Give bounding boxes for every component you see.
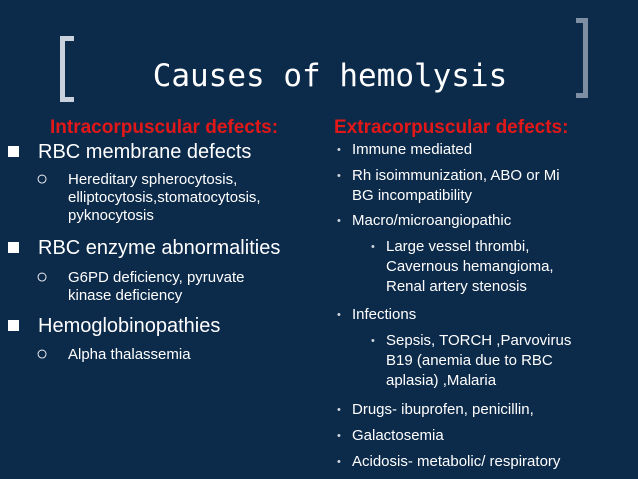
right-item-line: Large vessel thrombi, bbox=[386, 238, 530, 255]
right-item-line: Renal artery stenosis bbox=[386, 278, 527, 295]
right-item-line: Infections bbox=[352, 306, 417, 323]
dot-bullet-icon: • bbox=[337, 215, 341, 227]
dot-bullet-icon: • bbox=[337, 456, 341, 468]
dot-bullet-icon: • bbox=[337, 404, 341, 416]
left-item bbox=[38, 237, 280, 260]
right-subitem bbox=[371, 237, 554, 297]
right-item-line: Macro/microangiopathic bbox=[352, 212, 512, 229]
right-item-line: Immune mediated bbox=[352, 141, 473, 158]
dot-bullet-icon: • bbox=[371, 335, 375, 347]
circle-bullet-icon: ○ bbox=[36, 168, 49, 190]
intracorpuscular-heading: Intracorpuscular defects: bbox=[50, 117, 279, 138]
right-item bbox=[337, 426, 444, 446]
right-bracket-decoration bbox=[576, 18, 588, 98]
left-item bbox=[38, 141, 251, 164]
dot-bullet-icon: • bbox=[337, 144, 341, 156]
right-item-line: Cavernous hemangioma, bbox=[386, 258, 554, 275]
right-item-line: Drugs- ibuprofen, penicillin, bbox=[352, 401, 534, 418]
right-item-line: B19 (anemia due to RBC bbox=[386, 352, 553, 369]
right-item-line: Acidosis- metabolic/ respiratory bbox=[352, 453, 561, 470]
right-item bbox=[337, 140, 473, 160]
circle-bullet-icon: ○ bbox=[36, 343, 49, 365]
right-item-line: Rh isoimmunization, ABO or Mi bbox=[352, 167, 560, 184]
right-item bbox=[337, 400, 534, 420]
right-item-line: Galactosemia bbox=[352, 427, 444, 444]
left-subitem-line: Alpha thalassemia bbox=[68, 346, 191, 363]
left-subitem bbox=[36, 168, 261, 225]
circle-bullet-icon: ○ bbox=[36, 266, 49, 288]
square-bullet-icon bbox=[8, 320, 19, 331]
left-subitem-line: pyknocytosis bbox=[68, 207, 154, 224]
left-item-label: RBC enzyme abnormalities bbox=[38, 237, 281, 259]
right-item bbox=[337, 211, 512, 231]
right-subitem bbox=[371, 331, 572, 391]
square-bullet-icon bbox=[8, 242, 19, 253]
square-bullet-icon bbox=[8, 146, 19, 157]
right-item bbox=[337, 305, 417, 325]
left-subitem-line: G6PD deficiency, pyruvate bbox=[68, 269, 245, 286]
right-item-line: Sepsis, TORCH ,Parvovirus bbox=[386, 332, 572, 349]
left-subitem bbox=[36, 343, 191, 365]
right-item bbox=[337, 452, 561, 472]
left-subitem bbox=[36, 266, 245, 305]
left-subitem-line: elliptocytosis,stomatocytosis, bbox=[68, 189, 261, 206]
dot-bullet-icon: • bbox=[337, 430, 341, 442]
extracorpuscular-heading: Extracorpuscular defects: bbox=[334, 117, 569, 138]
right-item bbox=[337, 166, 560, 206]
right-item-line: BG incompatibility bbox=[352, 187, 473, 204]
right-item-line: aplasia) ,Malaria bbox=[386, 372, 497, 389]
dot-bullet-icon: • bbox=[337, 170, 341, 182]
left-bracket-decoration bbox=[60, 36, 74, 102]
slide-title: Causes of hemolysis bbox=[152, 58, 508, 94]
dot-bullet-icon: • bbox=[337, 309, 341, 321]
left-item-label: RBC membrane defects bbox=[38, 141, 252, 163]
left-subitem-line: kinase deficiency bbox=[68, 287, 183, 304]
left-item-label: Hemoglobinopathies bbox=[38, 315, 221, 337]
left-subitem-line: Hereditary spherocytosis, bbox=[68, 171, 238, 188]
left-item bbox=[38, 315, 220, 338]
dot-bullet-icon: • bbox=[371, 241, 375, 253]
